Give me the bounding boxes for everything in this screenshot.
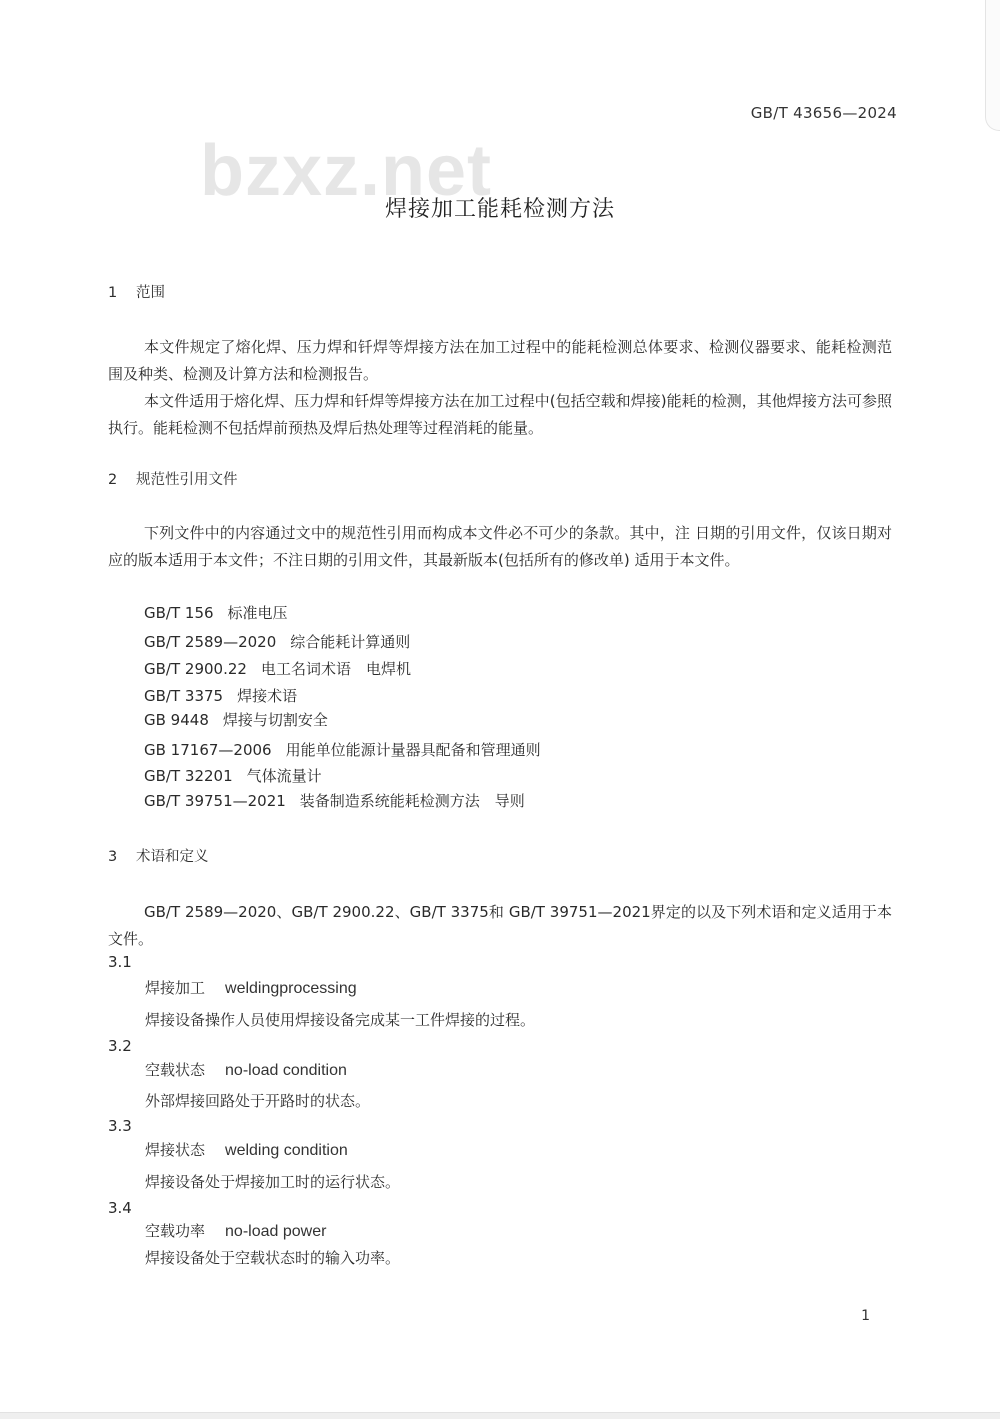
term-number: 3.2	[108, 1037, 132, 1055]
reference-name: 综合能耗计算通则	[290, 633, 411, 651]
reference-code: GB/T 3375	[144, 687, 224, 705]
term-chinese: 空载状态	[145, 1061, 206, 1079]
reference-name: 电工名词术语 电焊机	[260, 660, 411, 678]
reference-item	[144, 602, 288, 623]
section-title: 术语和定义	[136, 849, 209, 865]
reference-code: GB/T 32201	[144, 767, 233, 785]
term-number: 3.3	[108, 1117, 132, 1135]
page-edge-bottom	[0, 1412, 1000, 1419]
section-title: 规范性引用文件	[136, 472, 238, 488]
reference-item	[144, 790, 525, 811]
page-edge	[985, 0, 1000, 131]
term-chinese: 空载功率	[145, 1222, 206, 1240]
term-number: 3.1	[108, 953, 132, 971]
reference-item	[144, 739, 541, 760]
term-definition: 焊接设备处于空载状态时的输入功率。	[145, 1249, 401, 1267]
section-number: 1	[108, 285, 118, 301]
reference-name: 装备制造系统能耗检测方法 导则	[299, 792, 525, 810]
terms-intro: GB/T 2589—2020、GB/T 2900.22、GB/T 3375和 GB/T 39751—2021界定的以及下列术语和定义适用于本文件。	[108, 903, 892, 948]
term-entry	[145, 977, 357, 998]
reference-item	[144, 658, 411, 679]
reference-item	[144, 631, 410, 652]
section-title: 范围	[136, 285, 165, 301]
term-english: weldingprocessing	[225, 980, 357, 997]
reference-item	[144, 685, 297, 706]
term-definition: 焊接设备操作人员使用焊接设备完成某一工件焊接的过程。	[145, 1011, 536, 1029]
section-number: 3	[108, 849, 118, 865]
reference-code: GB/T 2900.22	[144, 660, 247, 678]
reference-item	[144, 765, 322, 786]
reference-name: 焊接术语	[237, 687, 298, 705]
term-chinese: 焊接加工	[145, 979, 206, 997]
term-entry	[145, 1059, 347, 1080]
reference-code: GB 17167—2006	[144, 741, 272, 759]
term-number: 3.4	[108, 1199, 132, 1217]
reference-name: 气体流量计	[246, 767, 322, 785]
reference-item	[144, 709, 328, 730]
scope-paragraph-1: 本文件规定了熔化焊、压力焊和钎焊等焊接方法在加工过程中的能耗检测总体要求、检测仪器要求、能耗检测范围及种类、检测及计算方法和检测报告。	[108, 338, 892, 383]
watermark: bzxz.net	[200, 131, 493, 211]
normative-intro: 下列文件中的内容通过文中的规范性引用而构成本文件必不可少的条款。其中，注 日期的引用文件，仅该日期对应的版本适用于本文件；不注日期的引用文件，其最新版本(包括所有的修改单) 适用于本文件。	[108, 524, 892, 569]
page-number: 1	[861, 1308, 870, 1324]
term-definition: 焊接设备处于焊接加工时的运行状态。	[145, 1173, 401, 1191]
scope-paragraph-2: 本文件适用于熔化焊、压力焊和钎焊等焊接方法在加工过程中(包括空载和焊接)能耗的检测，其他焊接方法可参照执行。能耗检测不包括焊前预热及焊后热处理等过程消耗的能量。	[108, 392, 892, 437]
term-definition: 外部焊接回路处于开路时的状态。	[145, 1092, 371, 1110]
reference-code: GB/T 2589—2020	[144, 633, 277, 651]
section-heading-scope	[108, 281, 165, 302]
section-number: 2	[108, 472, 118, 488]
reference-name: 焊接与切割安全	[222, 711, 328, 729]
section-heading-normative	[108, 468, 238, 489]
term-english: no-load condition	[225, 1062, 347, 1079]
section-heading-terms	[108, 845, 209, 866]
document-title: 焊接加工能耗检测方法	[384, 197, 615, 222]
term-english: no-load power	[225, 1223, 327, 1240]
reference-code: GB/T 39751—2021	[144, 792, 286, 810]
reference-code: GB/T 156	[144, 604, 214, 622]
reference-code: GB 9448	[144, 711, 209, 729]
term-entry	[145, 1220, 326, 1241]
document-code: GB/T 43656—2024	[750, 104, 897, 122]
reference-name: 标准电压	[227, 604, 288, 622]
term-english: welding condition	[225, 1142, 348, 1159]
term-chinese: 焊接状态	[145, 1141, 206, 1159]
term-entry	[145, 1139, 348, 1160]
reference-name: 用能单位能源计量器具配备和管理通则	[285, 741, 541, 759]
